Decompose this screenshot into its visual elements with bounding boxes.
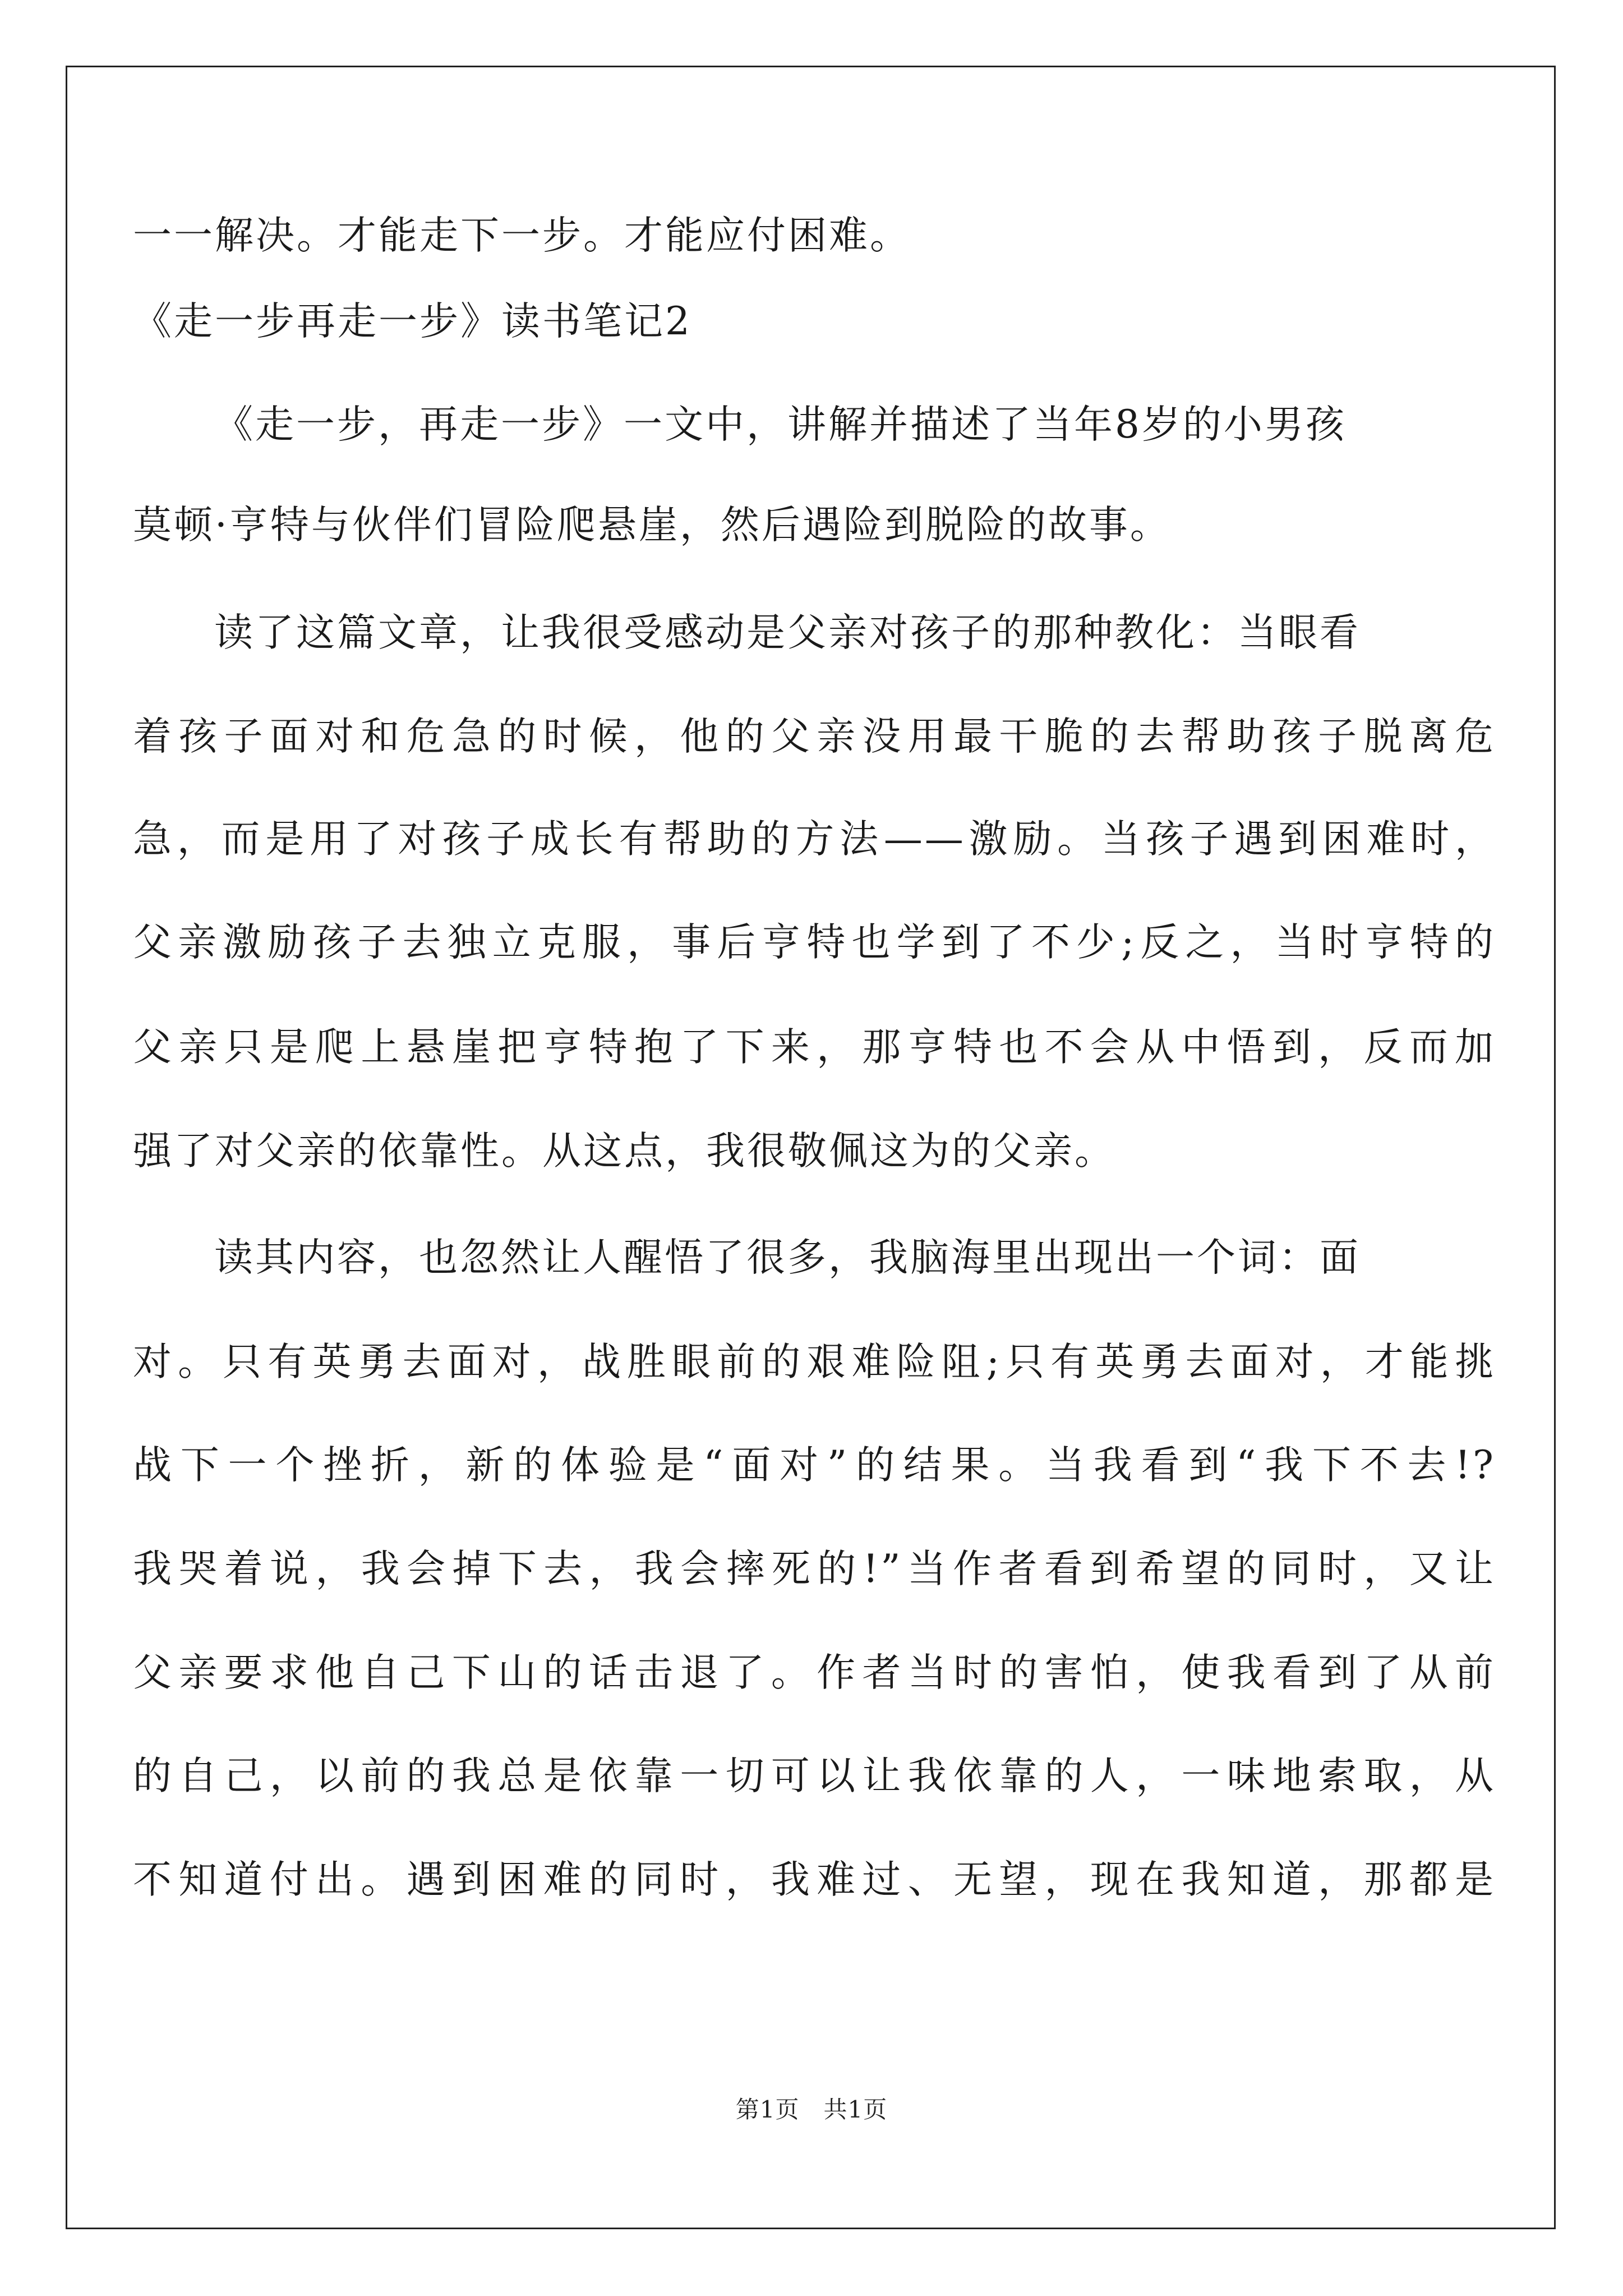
text-line: 读其内容，也忽然让人醒悟了很多，我脑海里出现出一个词：面 xyxy=(214,1235,1361,1280)
text-line: 父亲只是爬上悬崖把亨特抱了下来，那亨特也不会从中悟到，反而加 xyxy=(133,1025,1496,1070)
text-line: 莫顿·亨特与伙伴们冒险爬悬崖，然后遇险到脱险的故事。 xyxy=(133,503,1171,547)
text-line: 不知道付出。遇到困难的同时，我难过、无望，现在我知道，那都是 xyxy=(133,1857,1496,1902)
page-number: 第1页 共1页 xyxy=(735,2096,888,2123)
text-line: 父亲要求他自己下山的话击退了。作者当时的害怕，使我看到了从前 xyxy=(133,1650,1496,1695)
text-line: 我哭着说，我会掉下去，我会摔死的!”当作者看到希望的同时，又让 xyxy=(133,1547,1496,1591)
text-line: 对。只有英勇去面对，战胜眼前的艰难险阻;只有英勇去面对，才能挑 xyxy=(133,1340,1496,1384)
text-line: 读了这篇文章，让我很受感动是父亲对孩子的那种教化：当眼看 xyxy=(214,610,1361,655)
text-line: 一一解决。才能走下一步。才能应付困难。 xyxy=(133,213,911,258)
text-line: 强了对父亲的依靠性。从这点，我很敬佩这为的父亲。 xyxy=(133,1129,1115,1174)
text-line: 《走一步，再走一步》一文中，讲解并描述了当年8岁的小男孩 xyxy=(214,402,1347,447)
text-line: 战下一个挫折，新的体验是“面对”的结果。当我看到“我下不去!? xyxy=(133,1443,1496,1488)
text-line: 急，而是用了对孩子成长有帮助的方法——激励。当孩子遇到困难时， xyxy=(133,817,1496,862)
text-line: 着孩子面对和危急的时候，他的父亲没用最干脆的去帮助孩子脱离危 xyxy=(133,714,1496,759)
text-line: 的自己，以前的我总是依靠一切可以让我依靠的人，一味地索取，从 xyxy=(133,1754,1496,1798)
text-line: 父亲激励孩子去独立克服，事后亨特也学到了不少;反之，当时亨特的 xyxy=(133,920,1496,965)
section-heading: 《走一步再走一步》读书笔记2 xyxy=(133,299,692,344)
